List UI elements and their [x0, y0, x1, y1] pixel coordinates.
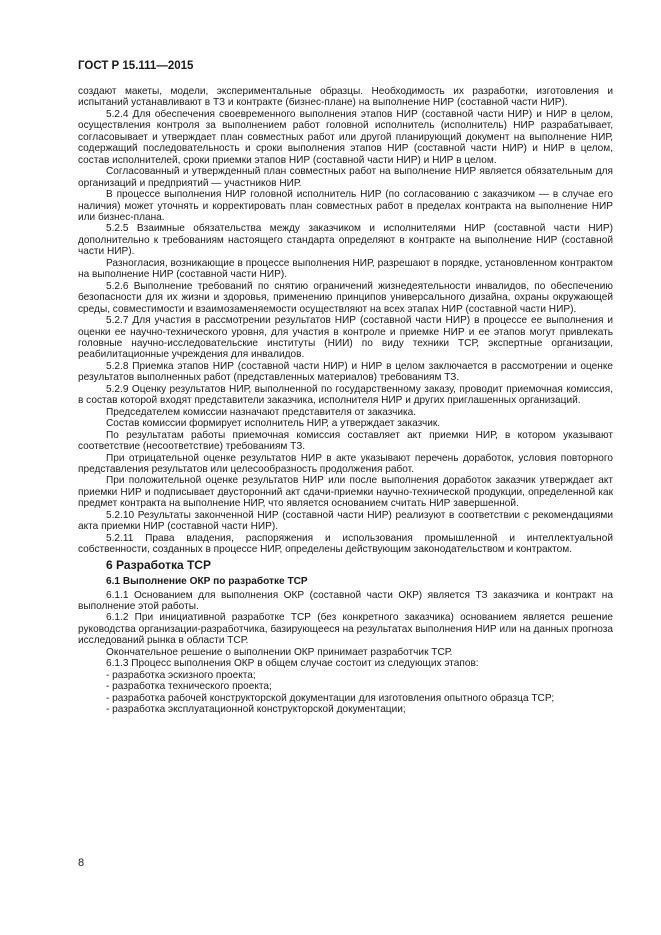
document-body — [78, 86, 613, 716]
paragraph: В процессе выполнения НИР головной исполнитель НИР (по согласованию с заказчиком — в случае его наличия) может уточнять и корректировать план совместных работ в пределах контракта на выполнение НИР или бизнес-плана. — [78, 189, 613, 223]
paragraph: 5.2.10 Результаты законченной НИР (составной части НИР) реализуют в соответствии с рекомендациями акта приемки НИР (составной части НИР). — [78, 509, 613, 533]
list-item: - разработка эксплуатационной конструкторской документации; — [106, 704, 406, 716]
paragraph: Окончательное решение о выполнении ОКР принимает разработчик ТСР. — [106, 646, 453, 658]
paragraph: Председателем комиссии назначают представителя от заказчика. — [106, 406, 417, 418]
document-header: ГОСТ Р 15.111—2015 — [78, 60, 194, 72]
paragraph: 5.2.5 Взаимные обязательства между заказчиком и исполнителями НИР (составной части НИР) дополнительно к требованиям настоящего стандарта определяют в контракте на выполнение НИР (составной части НИР). — [78, 223, 613, 258]
paragraph: 5.2.11 Права владения, распоряжения и использования промышленной и интеллектуальной собственности, созданных в процессе НИР, определены действующим законодательством и контрактом. — [78, 532, 613, 556]
subsection-heading: 6.1 Выполнение ОКР по разработке ТСР — [106, 575, 308, 587]
paragraph: 5.2.7 Для участия в рассмотрении результатов НИР (составной части НИР) в процессе ее выполнения и оценки ее научно-технического уровня, для участия в контроле и приемке НИР и ее этапов могут привлекать головные научно-исследовательские институты (НИИ) по виду техники ТСР, экспертные организации, реабилитационные учреждения для инвалидов. — [78, 315, 613, 361]
paragraph: 6.1.1 Основанием для выполнения ОКР (составной части ОКР) является ТЗ заказчика и контракт на выполнение этой работы. — [78, 589, 613, 613]
paragraph: При положительной оценке результатов НИР или после выполнения доработок заказчик утверждает акт приемки НИР и подписывает двусторонний акт сдачи-приемки научно-технической продукции, определенной как предмет контракта на выполнение НИР, что является основанием считать НИР завершенной. — [78, 475, 613, 510]
list-item: - разработка рабочей конструкторской документации для изготовления опытного образца ТСР; — [106, 692, 555, 704]
page-number: 8 — [78, 857, 85, 869]
paragraph: Разногласия, возникающие в процессе выполнения НИР, разрешают в порядке, установленном контрактом на выполнение НИР (составной части НИР). — [78, 257, 613, 281]
paragraph: 5.2.9 Оценку результатов НИР, выполненной по государственному заказу, проводит приемочная комиссия, в состав которой входят представители заказчика, исполнителя НИР и других приглашенных организаций. — [78, 383, 613, 407]
paragraph: создают макеты, модели, экспериментальные образцы. Необходимость их разработки, изготовления и испытаний устанавливают в ТЗ и контракте (бизнес-плане) на выполнение НИР (составной части НИР). — [78, 86, 613, 109]
paragraph: Согласованный и утвержденный план совместных работ на выполнение НИР является обязательным для организаций и предприятий — участников НИР. — [78, 166, 613, 189]
paragraph: По результатам работы приемочная комиссия составляет акт приемки НИР, в котором указывают соответствие (несоответствие) требованиям ТЗ. — [78, 429, 613, 453]
paragraph: 5.2.8 Приемка этапов НИР (составной части НИР) и НИР в целом заключается в рассмотрении и оценке результатов выполненных работ (представленных материалов) требованиям ТЗ. — [78, 360, 613, 384]
paragraph: 5.2.4 Для обеспечения своевременного выполнения этапов НИР (составной части НИР) и НИР в целом, осуществления контроля за выполнением работ головной исполнитель (исполнитель) НИР разрабатывает, согласовывает и утверждает план совместных работ или другой планирующий документ на выполнение НИР, содержащий последовательность и сроки выполнения этапов НИР (составной части НИР) и НИР в целом, состав исполнителей, сроки приемки этапов НИР (составной части НИР) и НИР в целом. — [78, 108, 613, 166]
section-heading: 6 Разработка ТСР — [106, 557, 211, 572]
paragraph: При отрицательной оценке результатов НИР в акте указывают перечень доработок, условия повторного представления результатов или целесообразность продолжения работ. — [78, 452, 613, 475]
paragraph: 6.1.2 При инициативной разработке ТСР (без конкретного заказчика) основанием является решение руководства организации-разработчика, базирующееся на результатах выполнения НИР или на данных прогноза исследований рынка в области ТСР. — [78, 612, 613, 647]
paragraph: 5.2.6 Выполнение требований по снятию ограничений жизнедеятельности инвалидов, по обеспечению безопасности для их жизни и здоровья, применению принципов универсального дизайна, охраны окружающей среды, совместимости и взаимозаменяемости осуществляют на всех этапах НИР (составной части НИР). — [78, 280, 613, 315]
paragraph: Состав комиссии формирует исполнитель НИР, а утверждает заказчик. — [106, 418, 441, 430]
list-item: - разработка технического проекта; — [106, 681, 272, 693]
paragraph: 6.1.3 Процесс выполнения ОКР в общем случае состоит из следующих этапов: — [106, 658, 479, 670]
list-item: - разработка эскизного проекта; — [106, 669, 256, 681]
